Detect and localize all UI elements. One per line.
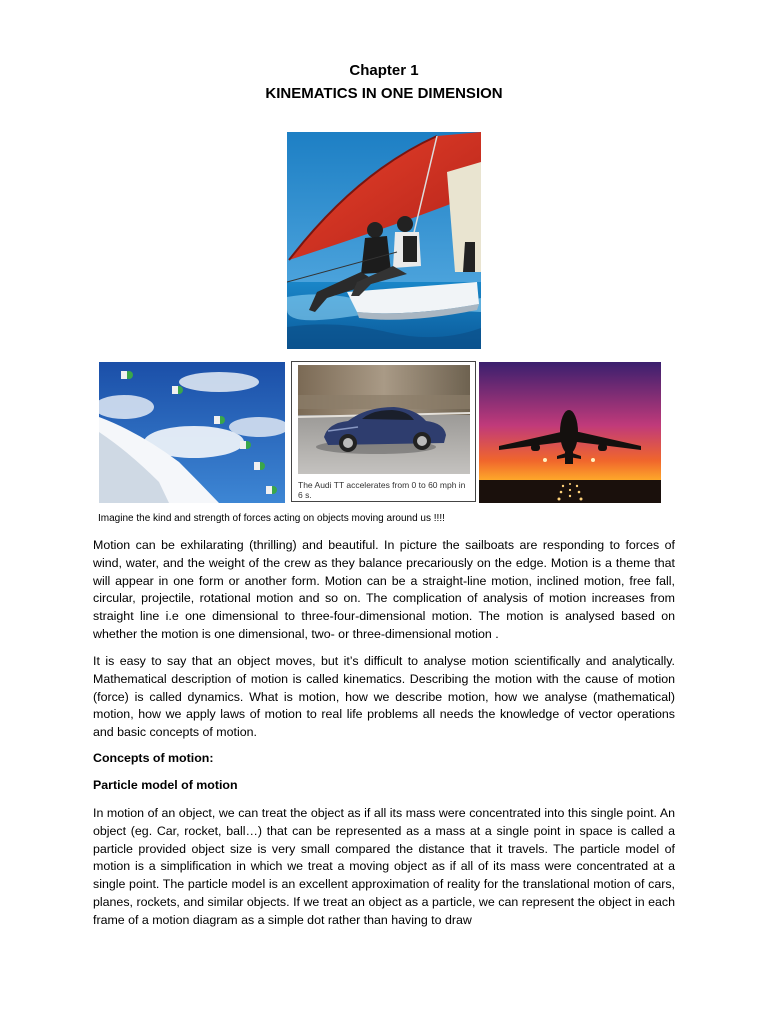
paragraph-intro: Motion can be exhilarating (thrilling) and beautiful. In picture the sailboats are responding to forces of wind, water, and the weight of the crew as they balance precariously on the edge. Motion is a theme that will appear in one form or another form. Motion can be a straight-line motion, inclined motion, free fall, circular, projectile, rotational motion and so on. The complication of analysis of motion increases from straight line i.e one dimensional to three-four-dimensional motion. The motion is analysed based on whether the motion is one dimensional, two- or three-dimensional motion . <box>93 538 675 641</box>
chapter-title: KINEMATICS IN ONE DIMENSION <box>265 85 503 102</box>
car-photo-caption: The Audi TT accelerates from 0 to 60 mph in 6 s. <box>298 480 466 500</box>
section-heading-concepts: Concepts of motion: <box>93 751 214 765</box>
chapter-number: Chapter 1 <box>349 62 419 79</box>
car-photo <box>298 365 470 474</box>
sailboat-photo <box>287 132 481 349</box>
car-photo-frame <box>291 361 476 502</box>
skydivers-photo <box>99 362 285 503</box>
figure-caption: Imagine the kind and strength of forces acting on objects moving around us !!!! <box>98 513 445 524</box>
section-heading-particle-model: Particle model of motion <box>93 778 238 792</box>
paragraph-particle-model: In motion of an object, we can treat the object as if all its mass were concentrated into this single point. An object (eg. Car, rocket, ball…) that can be represented as a mass at a single point in space is called a particle provided object size is very small compared the distance that it travels. The particle model of motion is a simplification in which we treat a moving object as if all of its mass were concentrated at a single point. The particle model is an excellent approximation of reality for the translational motion of cars, planes, rockets, and similar objects. If we treat an object as a particle, we can represent the object in each frame of a motion diagram as a simple dot rather than having to draw <box>93 806 675 927</box>
paragraph-kinematics: It is easy to say that an object moves, but it’s difficult to analyse motion scientifically and analytically. Mathematical description of motion is called kinematics. Describing the motion with the cause of motion (force) is called dynamics. What is motion, how we describe motion, how we analyse (mathematical) motion, how we apply laws of motion to real life problems all needs the knowledge of vector operations and basic concepts of motion. <box>93 654 675 740</box>
airplane-photo <box>479 362 661 503</box>
